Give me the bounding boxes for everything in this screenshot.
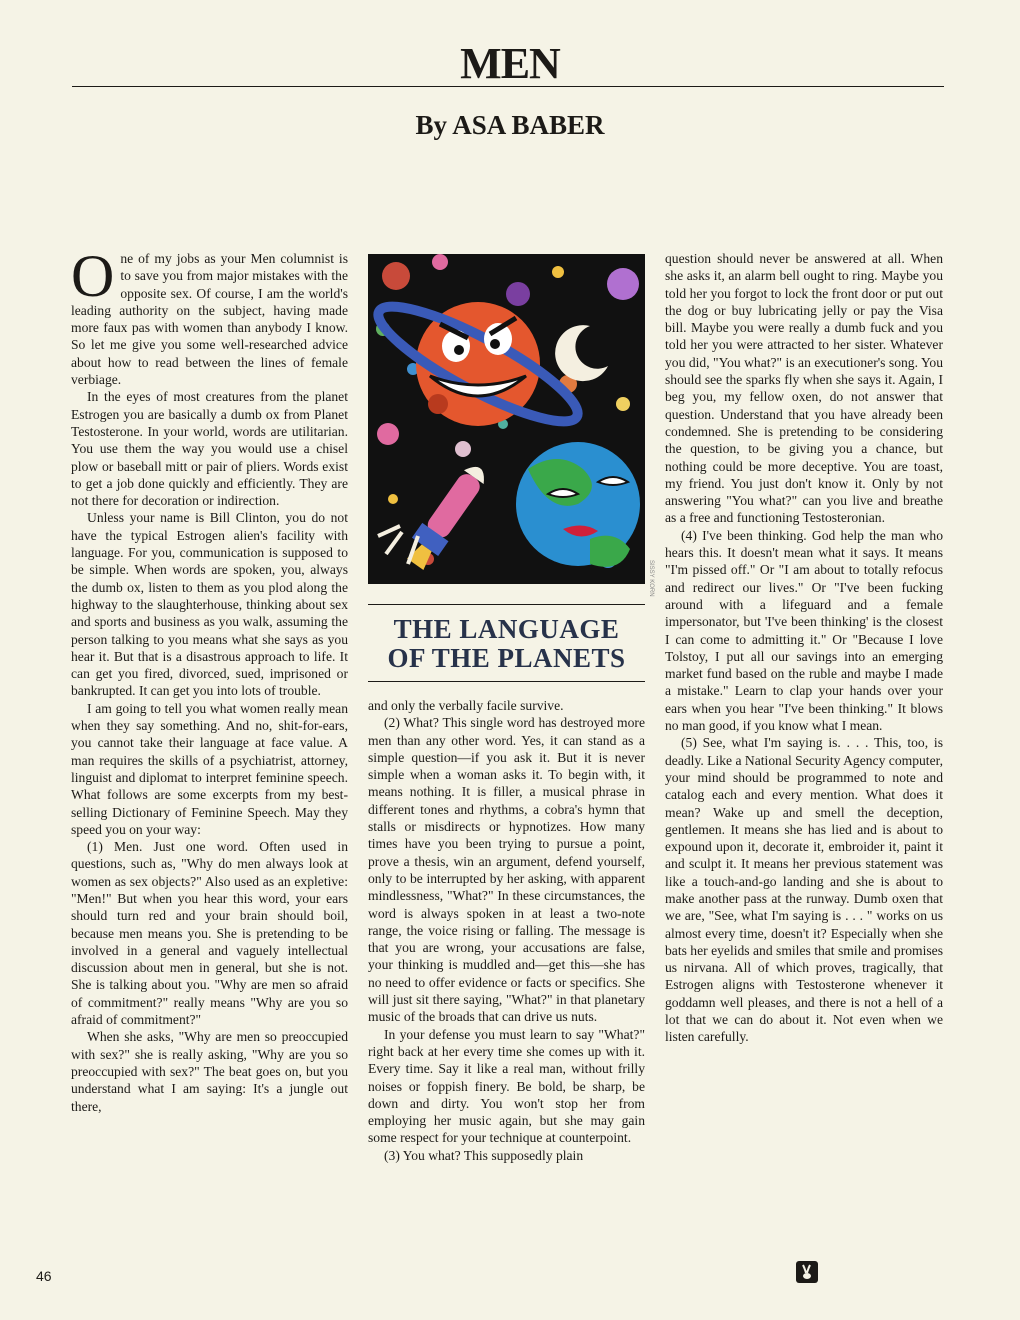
paragraph: (2) What? This single word has destroyed more men than any other word. Yes, it can stand as a simple question—if you ask it. But it is never simple when a woman asks it. To begin with, it means nothing. It is filler, a musical phrase in different tones and rhythms, a cobra's hymn that stalls or misdirects or hypnotizes. How many times have you been trying to pursue a point, prove a thesis, win an argument, defend yourself, only to be interrupted by her asking, with apparent mindlessness, "What?" In these circumstances, the word is always spoken in at least a two-note range, the voice rising or falling. The message is that you are wrong, your accusations are false, your thinking is muddled and—get this—she has no need to offer evidence or facts or specifics. She will just sit there saying, "What?" in that planetary music of the broads that can drive us nuts.: [368, 715, 645, 1025]
byline: By ASA BABER: [415, 110, 605, 140]
paragraph: (5) See, what I'm saying is. . . . This, too, is deadly. Like a National Security Agency computer, your mind should be programmed to note and catalog each and every mention. What does it mean? Wake up and smell the deception, gentlemen. It means she has lied and is about to expound upon it, decorate it, embroider it, paint it and sculpt it. It means her previous statement was like a touch-and-go landing and she is about to make another pass at the runway. Dumb oxen that we are, "See, what I'm saying is . . . " works on us almost every time, doesn't it? Especially when she bats her eyelids and smiles that smile and promises us nirvana. All of which proves, tragically, that Estrogen aligns with Testosterone whenever it goddamn well pleases, and there is not a hell of a lot that we can do about it. Not even when we listen carefully.: [665, 735, 943, 1045]
paragraph: I am going to tell you what women really mean when they say something. And no, shit-for-ears, you cannot take their language at face value. A man requires the skills of a psychiatrist, attorney, linguist and diplomat to interpret feminine speech. What follows are some excerpts from my best-selling Dictionary of Feminine Speech. May they speed you on your way:: [71, 700, 348, 837]
headline-line: OF THE PLANETS: [387, 643, 626, 673]
column-1: [71, 243, 348, 1115]
header-rule: [72, 86, 944, 87]
paragraph: Unless your name is Bill Clinton, you do not have the typical Estrogen alien's facility with language. For you, communication is supposed to be simple. When words are spoken, you, always the dumb ox, listen to them as you plod along the highway to the slaughterhouse, thinking about sex and sports and business as you walk, assuming the person talking to you means what she says as you hear it. But that is a disastrous approach to life. It can get you fired, divorced, sued, imprisoned or bankrupted. It can get you into lots of trouble.: [71, 510, 348, 699]
paragraph: question should never be answered at all. When she asks it, an alarm bell ought to ring. Maybe you told her you forgot to lock the front door or put out the dog or buy lubricating jelly or pay the Visa bill. Maybe you were really a dumb fuck and you told her you were attracted to her sister. Whatever you did, "You what?" is an executioner's song. You should see the sparks fly when she says it. Again, I beg you, my fellow oxen, do not answer that question. Understand that you have already been condemned. She is pretending to be considering the question, to be giving you a chance, but nothing could be more deceptive. You are toast, my friend. You just don't know it. Only by not answering "You what?" can you live and breathe as a free and functioning Testosteronian.: [665, 251, 943, 526]
rabbit-logo-icon: [796, 1261, 818, 1283]
drop-cap: O: [71, 243, 115, 309]
illustration-credit: SISSY KORN: [648, 560, 654, 597]
article-headline: [368, 615, 645, 673]
headline-rule-top: [368, 604, 645, 605]
paragraph: (3) You what? This supposedly plain: [384, 1147, 584, 1163]
headline-rule-bottom: [368, 681, 645, 682]
paragraph: and only the verbally facile survive.: [368, 698, 564, 713]
column-3: [665, 250, 943, 1046]
paragraph: (1) Men. Just one word. Often used in questions, such as, "Why do men always look at women as sex objects?" Also used as an expletive: "Men!" But when you hear this word, your ears should turn red and your brain should boil, because men means you. She is pretending to be involved in a general and vaguely intellectual discussion about men in general, but she is not. She is talking about you. "Why are men so afraid of commitment?" really means "Why are you so afraid of commitment?": [71, 839, 348, 1028]
paragraph: (4) I've been thinking. God help the man who hears this. It doesn't mean what it says. It means "I'm pissed off." Or "I am about to totally refocus and redirect our lives." Or "I've been fucking around with a lifeguard and a female impersonator, but 'I've been thinking' is the closest I can come to admitting it." Or "Because I love Tolstoy, I put all our savings into an emerging market fund based on the ruble and maybe I made a mistake." Learn to clap your hands over your ears when you hear "I've been thinking." It blows no man good, if you know what I mean.: [665, 527, 943, 734]
planets-illustration: [368, 254, 645, 584]
page-number: 46: [36, 1268, 52, 1284]
paragraph: In your defense you must learn to say "What?" right back at her every time she comes up with it. Every time. Say it like a real man, without frilly noises or foppish finery. Be bold, be sharp, be down and dirty. You won't stop her from employing her music again, but she may gain some respect for your technique at counterpoint.: [368, 1026, 645, 1146]
paragraph: [71, 243, 348, 388]
column-title: MEN: [460, 39, 560, 88]
headline-line: THE LANGUAGE: [393, 614, 620, 644]
paragraph: When she asks, "Why are men so preoccupied with sex?" she is really asking, "Why are you so preoccupied with sex?" The beat goes on, but you understand what I am saying: It's a jungle out there,: [71, 1029, 348, 1114]
paragraph: In the eyes of most creatures from the planet Estrogen you are basically a dumb ox from Planet Testosterone. In your world, words are utilitarian. You use them the way you would use a chisel plow or baseball mitt or pair of pliers. Words exist to get a job done quickly and efficiently. They are not there for decoration or indirection.: [71, 389, 348, 509]
paragraph-text: ne of my jobs as your Men columnist is to save you from major mistakes with the opposite sex. Of course, I am the world's leading authority on the subject, having made more faux pas with women than anybody I know. So let me give you some well-researched advice about how to read between the lines of female verbiage.: [71, 251, 348, 388]
article-headline-block: [368, 604, 645, 682]
column-2: [368, 697, 645, 1164]
